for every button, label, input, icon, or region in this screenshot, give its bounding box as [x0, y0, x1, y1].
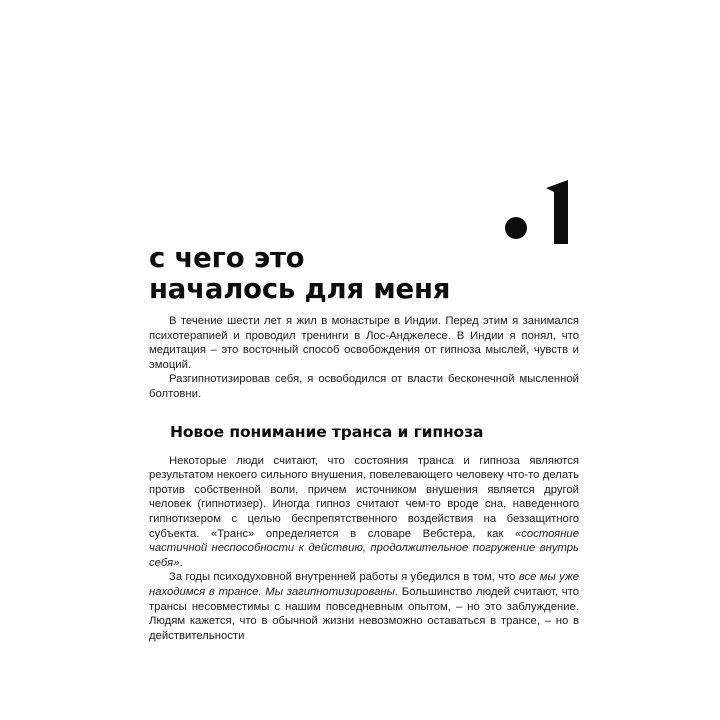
chapter-number — [0, 178, 578, 250]
paragraph-4-text-lead: За годы психодуховной внутренней работы я убедился в том, что — [169, 571, 519, 584]
paragraph-4-text-tail: . Большинство людей считают, что трансы несовместимы с нашим повседневным опытом, – но это заблуждение. Людям кажется, что в обычной жизни невозможно оставаться в трансе, – но в действительности — [149, 585, 579, 642]
chapter-title — [149, 243, 589, 305]
paragraph-3-text-tail: . — [179, 556, 183, 569]
chapter-number-one-glyph — [546, 180, 568, 244]
chapter-title-line-2: началось для меня — [149, 273, 451, 305]
chapter-title-line-1: с чего это — [149, 242, 305, 274]
paragraph-3 — [149, 454, 579, 571]
paragraph-3-quote-italic: «состояние частичной неспособности к действию, продолжительное погружение внутрь себя» — [149, 527, 579, 569]
chapter-number-glyph — [502, 178, 578, 246]
paragraph-4-emphasis-italic: все мы уже находимся в трансе. Мы загипнотизированы — [149, 571, 580, 598]
paragraph-2: Разгипнотизировав себя, я освободился от власти бесконечной мысленной болтовни. — [149, 373, 579, 400]
body-text-block — [149, 314, 579, 643]
paragraph-1: В течение шести лет я жил в монастыре в Индии. Перед этим я занимался психотерапией и проводил тренинги в Лос-Анджелесе. В Индии я понял, что медитация – это восточный способ освобождения от гипноза мыслей, чувств и эмоций. — [149, 315, 579, 371]
chapter-number-bullet-icon — [505, 217, 527, 239]
section-heading: Новое понимание транса и гипноза — [170, 422, 484, 441]
paragraph-3-text-lead: Некоторые люди считают, что состояния транса и гипноза являются результатом некоего сильного внушения, повелевающего человеку что-то делать против собственной воли, причем источником внушения является другой человек (гипнотизер). Иногда гипноз считают чем-то вроде сна, наведенного гипнотизером с целью беспрепятственного воздействия на беззащитного субъекта. «Транс» определяется в словаре Вебстера, как — [149, 454, 579, 540]
paragraph-4 — [149, 570, 579, 643]
